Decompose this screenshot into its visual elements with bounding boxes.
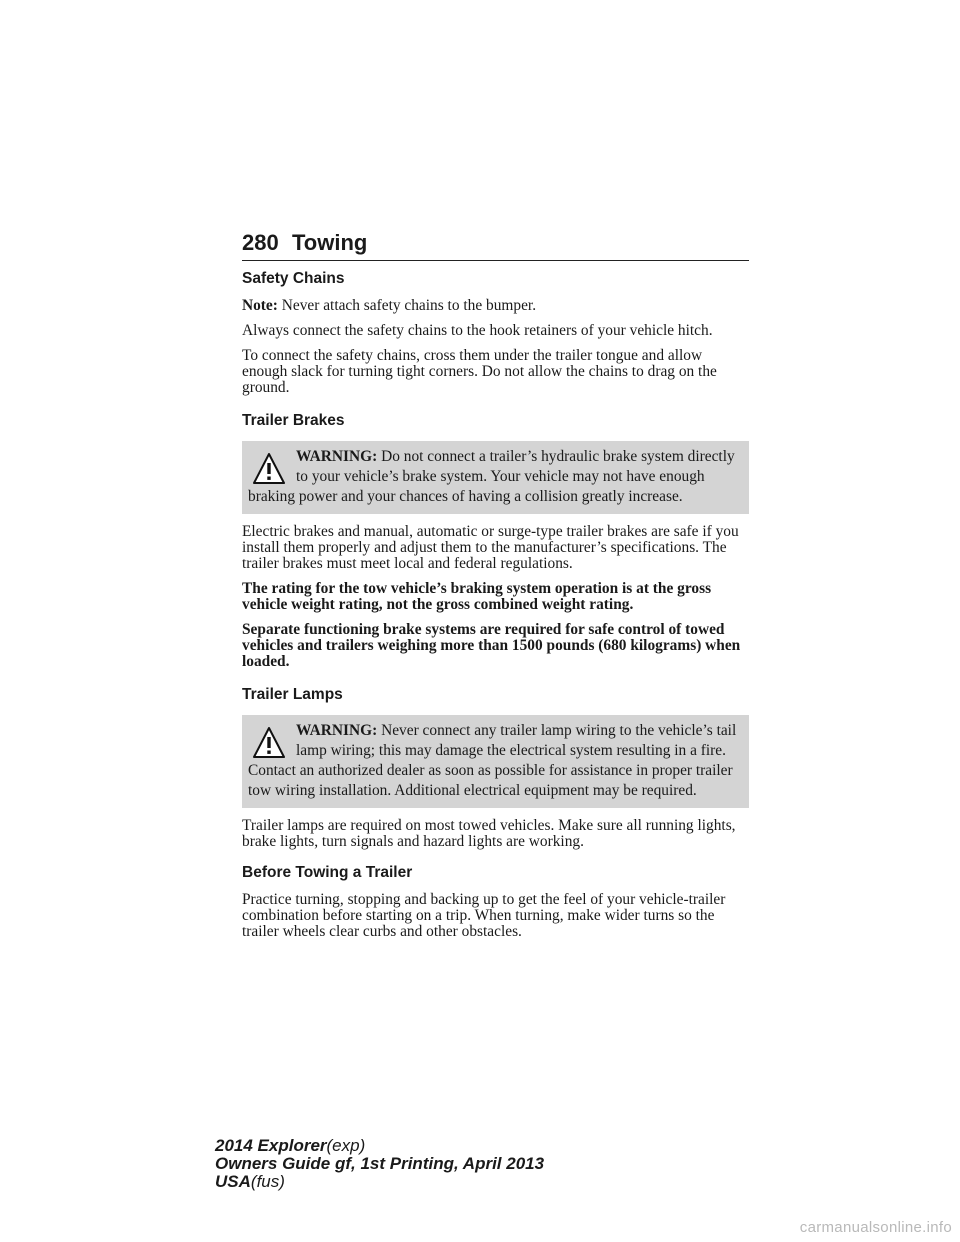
warning-box-brakes <box>242 441 749 514</box>
footer-market: USA <box>215 1172 251 1191</box>
before-towing-para-1: Practice turning, stopping and backing up to get the feel of your vehicle-trailer combination before starting on a trip. When turning, make wider turns so the trailer wheels clear curbs and other obstacles. <box>242 891 726 940</box>
footer-market-code: (fus) <box>250 1172 285 1191</box>
trailer-brakes-bold-2: Separate functioning brake systems are required for safe control of towed vehicles and trailers weighing more than 1500 pounds (680 kilograms) when loaded. <box>242 621 741 670</box>
safety-chains-para-2: To connect the safety chains, cross them under the trailer tongue and allow enough slack for turning tight corners. Do not allow the chains to drag on the ground. <box>242 347 717 396</box>
heading-safety-chains: Safety Chains <box>242 270 345 287</box>
note-text: Never attach safety chains to the bumper. <box>281 297 537 314</box>
warning-text: Never connect any trailer lamp wiring to the vehicle’s tail lamp wiring; this may damage the electrical system resulting in a fire. Contact an authorized dealer as soon as possible for assistance in proper trailer tow wiring installation. Additional electrical equipment may be required. <box>248 722 737 799</box>
page-number: 280 <box>242 230 279 255</box>
footer-model-code: (exp) <box>326 1136 366 1155</box>
warning-text: Do not connect a trailer’s hydraulic brake system directly to your vehicle’s brake system. Your vehicle may not have enough braking power and your chances of having a collision greatly increase. <box>248 448 735 505</box>
footer-line-3 <box>215 1173 544 1191</box>
document-footer <box>215 1137 544 1191</box>
warning-label: WARNING: <box>296 722 378 739</box>
trailer-lamps-para-1: Trailer lamps are required on most towed vehicles. Make sure all running lights, brake lights, turn signals and hazard lights are working. <box>242 817 736 850</box>
page-header <box>242 228 749 261</box>
footer-line-1 <box>215 1137 544 1155</box>
warning-triangle-icon <box>252 726 286 760</box>
trailer-brakes-bold-1: The rating for the tow vehicle’s braking system operation is at the gross vehicle weight rating, not the gross combined weight rating. <box>242 580 712 613</box>
warning-triangle-icon <box>252 452 286 486</box>
warning-box-lamps <box>242 715 749 808</box>
heading-trailer-lamps: Trailer Lamps <box>242 686 343 703</box>
note-paragraph <box>242 298 749 314</box>
note-label: Note: <box>242 297 278 314</box>
watermark: carmanualsonline.info <box>799 1219 952 1236</box>
heading-trailer-brakes: Trailer Brakes <box>242 412 345 429</box>
footer-model: 2014 Explorer <box>215 1136 327 1155</box>
page-content <box>242 270 749 949</box>
section-title: Towing <box>292 230 368 255</box>
heading-before-towing: Before Towing a Trailer <box>242 864 413 881</box>
safety-chains-para-1: Always connect the safety chains to the hook retainers of your vehicle hitch. <box>242 322 713 339</box>
trailer-brakes-para-1: Electric brakes and manual, automatic or surge-type trailer brakes are safe if you install them properly and adjust them to the manufacturer’s specifications. The trailer brakes must meet local and federal regulations. <box>242 523 739 572</box>
footer-line-2: Owners Guide gf, 1st Printing, April 2013 <box>215 1154 545 1173</box>
warning-label: WARNING: <box>296 448 378 465</box>
